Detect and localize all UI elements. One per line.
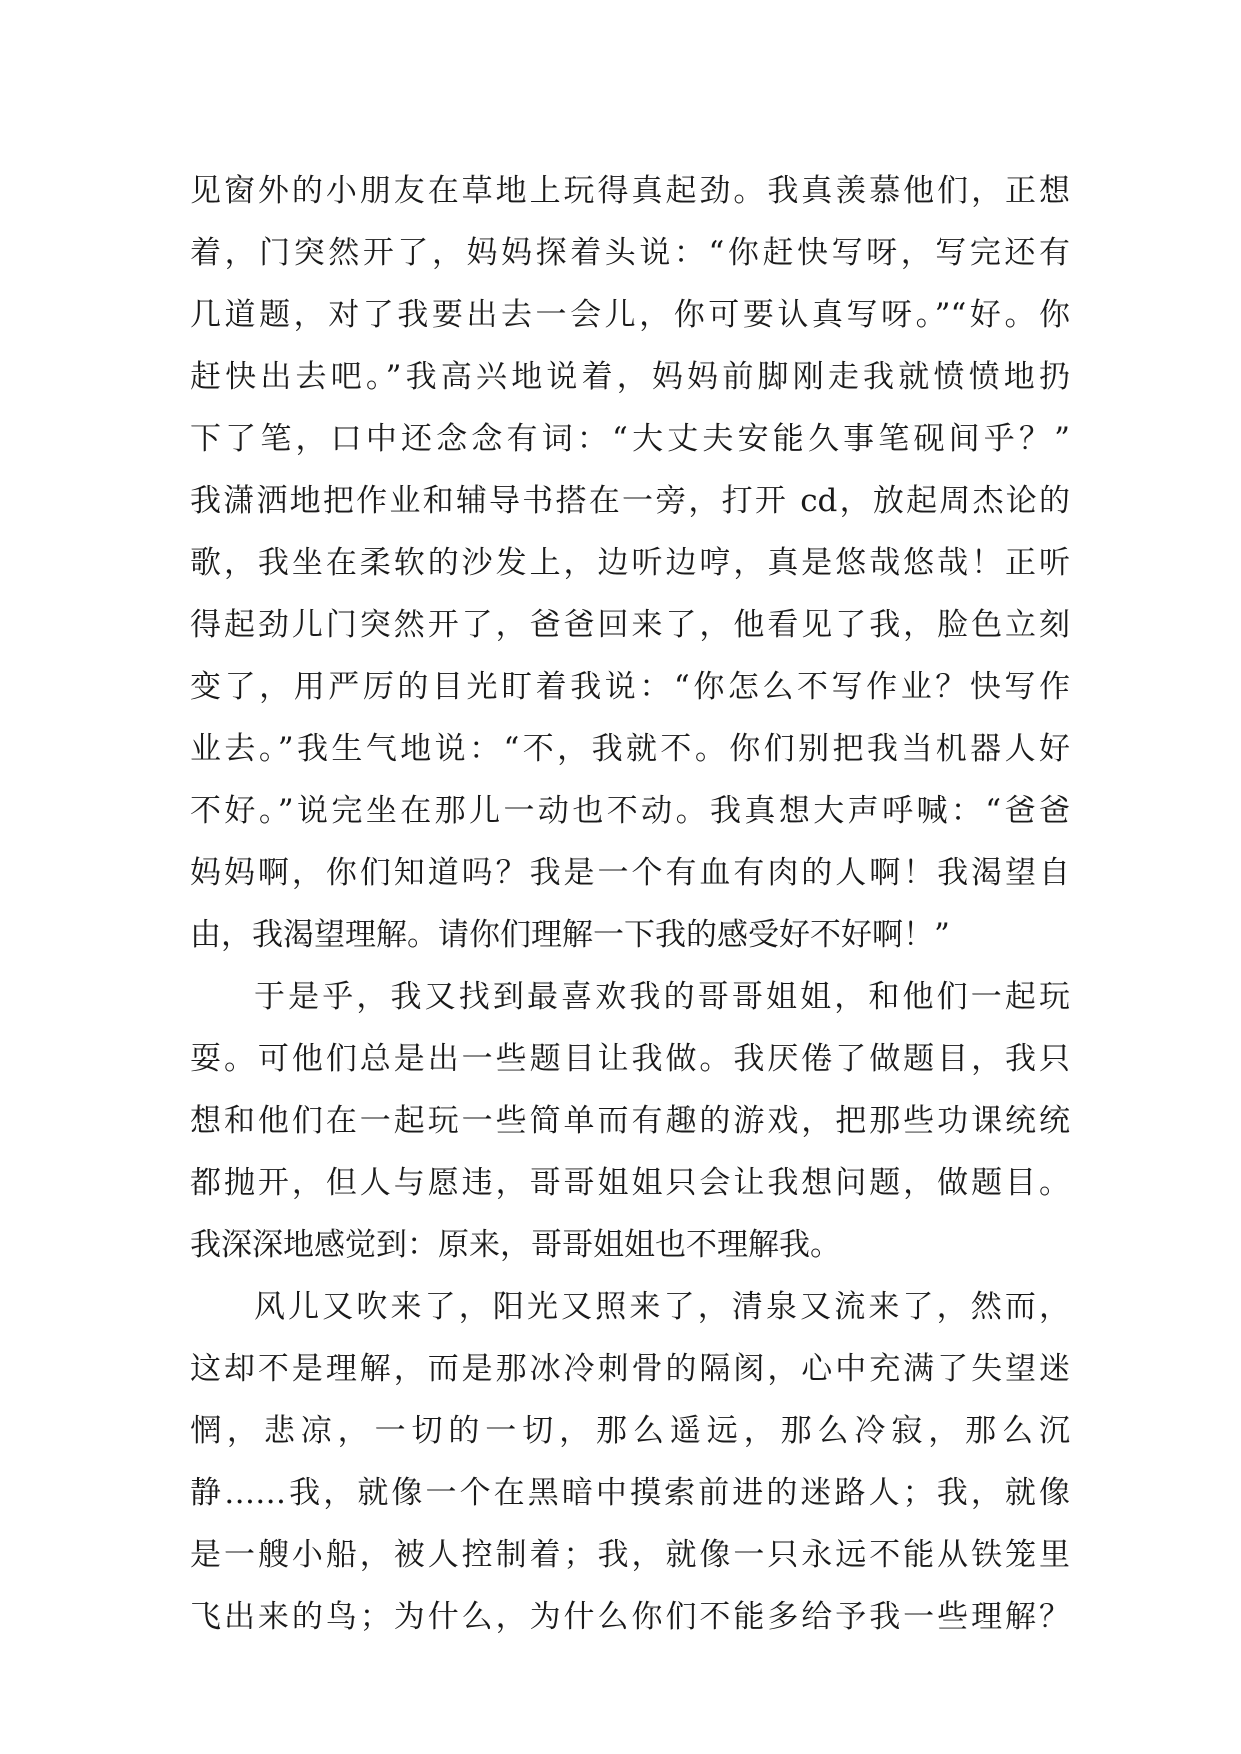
text-line: 耍。可他们总是出一些题目让我做。我厌倦了做题目，我只 [190, 1041, 1070, 1077]
text-line: 歌，我坐在柔软的沙发上，边听边哼，真是悠哉悠哉！正听 [190, 545, 1070, 581]
text-line: 我深深地感觉到：原来，哥哥姐姐也不理解我。 [190, 1227, 841, 1263]
text-line: 得起劲儿门突然开了，爸爸回来了，他看见了我，脸色立刻 [190, 607, 1070, 643]
text-line: 几道题，对了我要出去一会儿，你可要认真写呀。”“好。你 [190, 297, 1070, 333]
body-text [190, 160, 1070, 1648]
text-line: 都抛开，但人与愿违，哥哥姐姐只会让我想问题，做题目。 [190, 1165, 1070, 1201]
text-line: 想和他们在一起玩一些简单而有趣的游戏，把那些功课统统 [190, 1103, 1070, 1139]
text-line: 飞出来的鸟；为什么，为什么你们不能多给予我一些理解？ [190, 1599, 1070, 1635]
text-line: 赶快出去吧。”我高兴地说着，妈妈前脚刚走我就愤愤地扔 [190, 359, 1070, 395]
text-line: 我潇洒地把作业和辅导书搭在一旁，打开 cd，放起周杰论的 [190, 483, 1070, 519]
text-line: 着，门突然开了，妈妈探着头说：“你赶快写呀，写完还有 [190, 235, 1070, 271]
text-line: 不好。”说完坐在那儿一动也不动。我真想大声呼喊：“爸爸 [190, 793, 1070, 829]
text-line: 业去。”我生气地说：“不，我就不。你们别把我当机器人好 [190, 731, 1070, 767]
paragraph-start-line: 于是乎，我又找到最喜欢我的哥哥姐姐，和他们一起玩 [254, 979, 1070, 1015]
paragraph-start-line: 风儿又吹来了，阳光又照来了，清泉又流来了，然而， [254, 1289, 1070, 1325]
text-line: 惘，悲凉，一切的一切，那么遥远，那么冷寂，那么沉 [190, 1413, 1070, 1449]
text-line: 下了笔，口中还念念有词：“大丈夫安能久事笔砚间乎？” [190, 421, 1070, 457]
text-line: 见窗外的小朋友在草地上玩得真起劲。我真羡慕他们，正想 [190, 173, 1070, 209]
text-line: 由，我渴望理解。请你们理解一下我的感受好不好啊！” [190, 917, 950, 953]
text-line: 这却不是理解，而是那冰冷刺骨的隔阂，心中充满了失望迷 [190, 1351, 1070, 1387]
text-line: 是一艘小船，被人控制着；我，就像一只永远不能从铁笼里 [190, 1537, 1070, 1573]
text-line: 妈妈啊，你们知道吗？我是一个有血有肉的人啊！我渴望自 [190, 855, 1070, 891]
text-line: 变了，用严厉的目光盯着我说：“你怎么不写作业？快写作 [190, 669, 1070, 705]
text-line: 静……我，就像一个在黑暗中摸索前进的迷路人；我，就像 [190, 1475, 1070, 1511]
